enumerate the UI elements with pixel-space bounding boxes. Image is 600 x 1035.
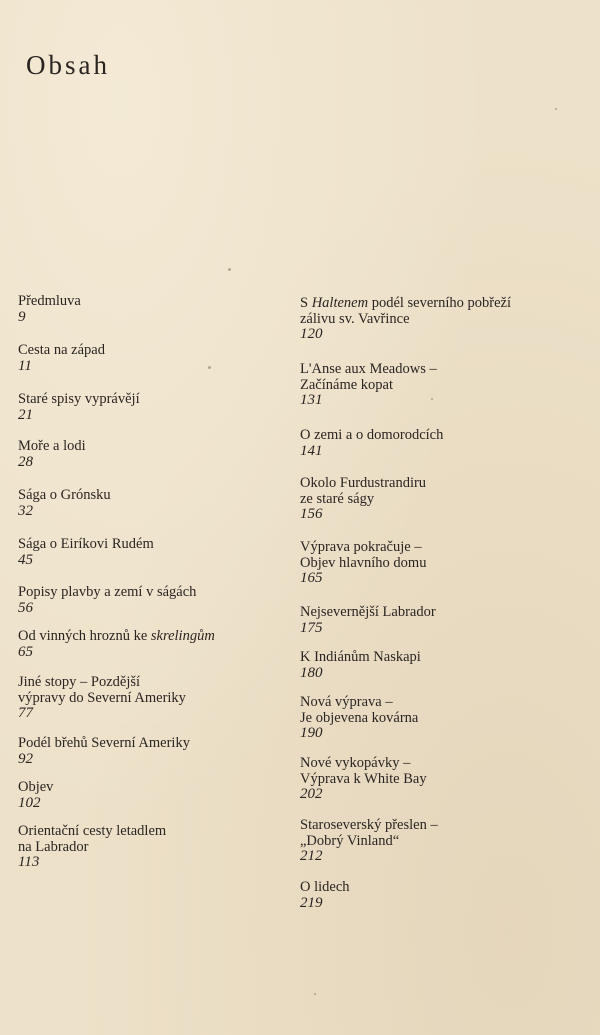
toc-entry (300, 605, 436, 636)
toc-entry (18, 675, 186, 722)
entry-page: 45 (18, 551, 33, 568)
entry-page: 120 (300, 326, 323, 342)
entry-page: 190 (300, 725, 323, 741)
entry-page: 56 (18, 599, 33, 616)
toc-entry (18, 392, 140, 423)
entry-page: 113 (18, 854, 40, 870)
toc-entry (18, 488, 111, 519)
entry-page: 175 (300, 619, 323, 636)
entry-title: Výprava pokračuje – Objev hlavního domu (300, 539, 427, 571)
entry-title: Popisy plavby a zemí v ságách (18, 584, 197, 600)
paper-speck (208, 366, 211, 369)
paper-speck (431, 398, 433, 400)
toc-entry (300, 296, 511, 343)
paper-speck (555, 108, 557, 110)
toc-entry (300, 695, 418, 742)
toc-entry (300, 428, 443, 459)
entry-title: O zemi a o domorodcích (300, 427, 444, 443)
toc-entry (300, 540, 426, 587)
entry-title (300, 296, 511, 327)
entry-title: Objev (18, 779, 54, 795)
entry-page: 165 (300, 570, 323, 586)
entry-title: K Indiánům Naskapi (300, 649, 421, 665)
entry-title: Sága o Eiríkovi Rudém (18, 536, 154, 552)
entry-title: Sága o Grónsku (18, 487, 111, 503)
entry-title-italic: skrelingům (150, 628, 215, 644)
toc-entry (300, 476, 426, 523)
entry-title: Moře a lodi (18, 438, 86, 454)
toc-entry (18, 537, 154, 568)
entry-title: Jiné stopy – Pozdější výpravy do Severní Ameriky (18, 674, 186, 706)
entry-page: 212 (300, 848, 323, 864)
entry-page: 65 (18, 643, 33, 660)
toc-entry (300, 818, 438, 865)
entry-title (18, 629, 215, 645)
entry-title: O lidech (300, 879, 350, 895)
toc-entry (18, 736, 190, 767)
toc-entry (18, 629, 215, 660)
entry-page: 28 (18, 453, 33, 470)
paper-speck (314, 993, 316, 995)
entry-page: 180 (300, 664, 323, 681)
entry-title-text: podél severního pobřeží zálivu sv. Vavřince (300, 295, 512, 327)
entry-title: Nové vykopávky – Výprava k White Bay (300, 755, 427, 787)
entry-page: 141 (300, 442, 323, 459)
toc-entry (18, 294, 81, 325)
entry-title: Předmluva (18, 293, 81, 309)
toc-entry (300, 362, 437, 409)
entry-page: 9 (18, 308, 26, 325)
entry-title-italic: Haltenem (311, 295, 369, 311)
entry-page: 77 (18, 705, 33, 721)
toc-entry (300, 880, 350, 911)
entry-title: Nejsevernější Labrador (300, 604, 436, 620)
entry-title: Nová výprava – Je objevena kovárna (300, 694, 419, 726)
toc-entry (18, 585, 196, 616)
toc-entry (18, 824, 166, 871)
entry-page: 156 (300, 506, 323, 522)
entry-title: Podél břehů Severní Ameriky (18, 735, 190, 751)
entry-page: 32 (18, 502, 33, 519)
entry-page: 219 (300, 894, 323, 911)
entry-title: Orientační cesty letadlem na Labrador (18, 823, 167, 855)
entry-title-text: S (300, 295, 312, 311)
paper-speck (228, 268, 231, 271)
toc-entry (18, 343, 105, 374)
entry-page: 11 (18, 357, 32, 374)
entry-title: Staroseverský přeslen – „Dobrý Vinland“ (300, 817, 438, 849)
entry-page: 102 (18, 794, 41, 811)
entry-page: 21 (18, 406, 33, 423)
entry-page: 202 (300, 786, 323, 802)
page-title: Obsah (26, 50, 110, 80)
entry-page: 92 (18, 750, 33, 767)
entry-title: Cesta na západ (18, 342, 105, 358)
toc-entry (18, 439, 86, 470)
entry-title: Okolo Furdustrandiru ze staré ságy (300, 475, 427, 507)
toc-entry (18, 780, 53, 811)
entry-title: L'Anse aux Meadows – Začínáme kopat (300, 361, 437, 393)
toc-entry (300, 650, 421, 681)
toc-entry (300, 756, 427, 803)
entry-title-text: Od vinných hroznů ke (18, 628, 151, 644)
entry-page: 131 (300, 392, 323, 408)
entry-title: Staré spisy vyprávějí (18, 391, 140, 407)
